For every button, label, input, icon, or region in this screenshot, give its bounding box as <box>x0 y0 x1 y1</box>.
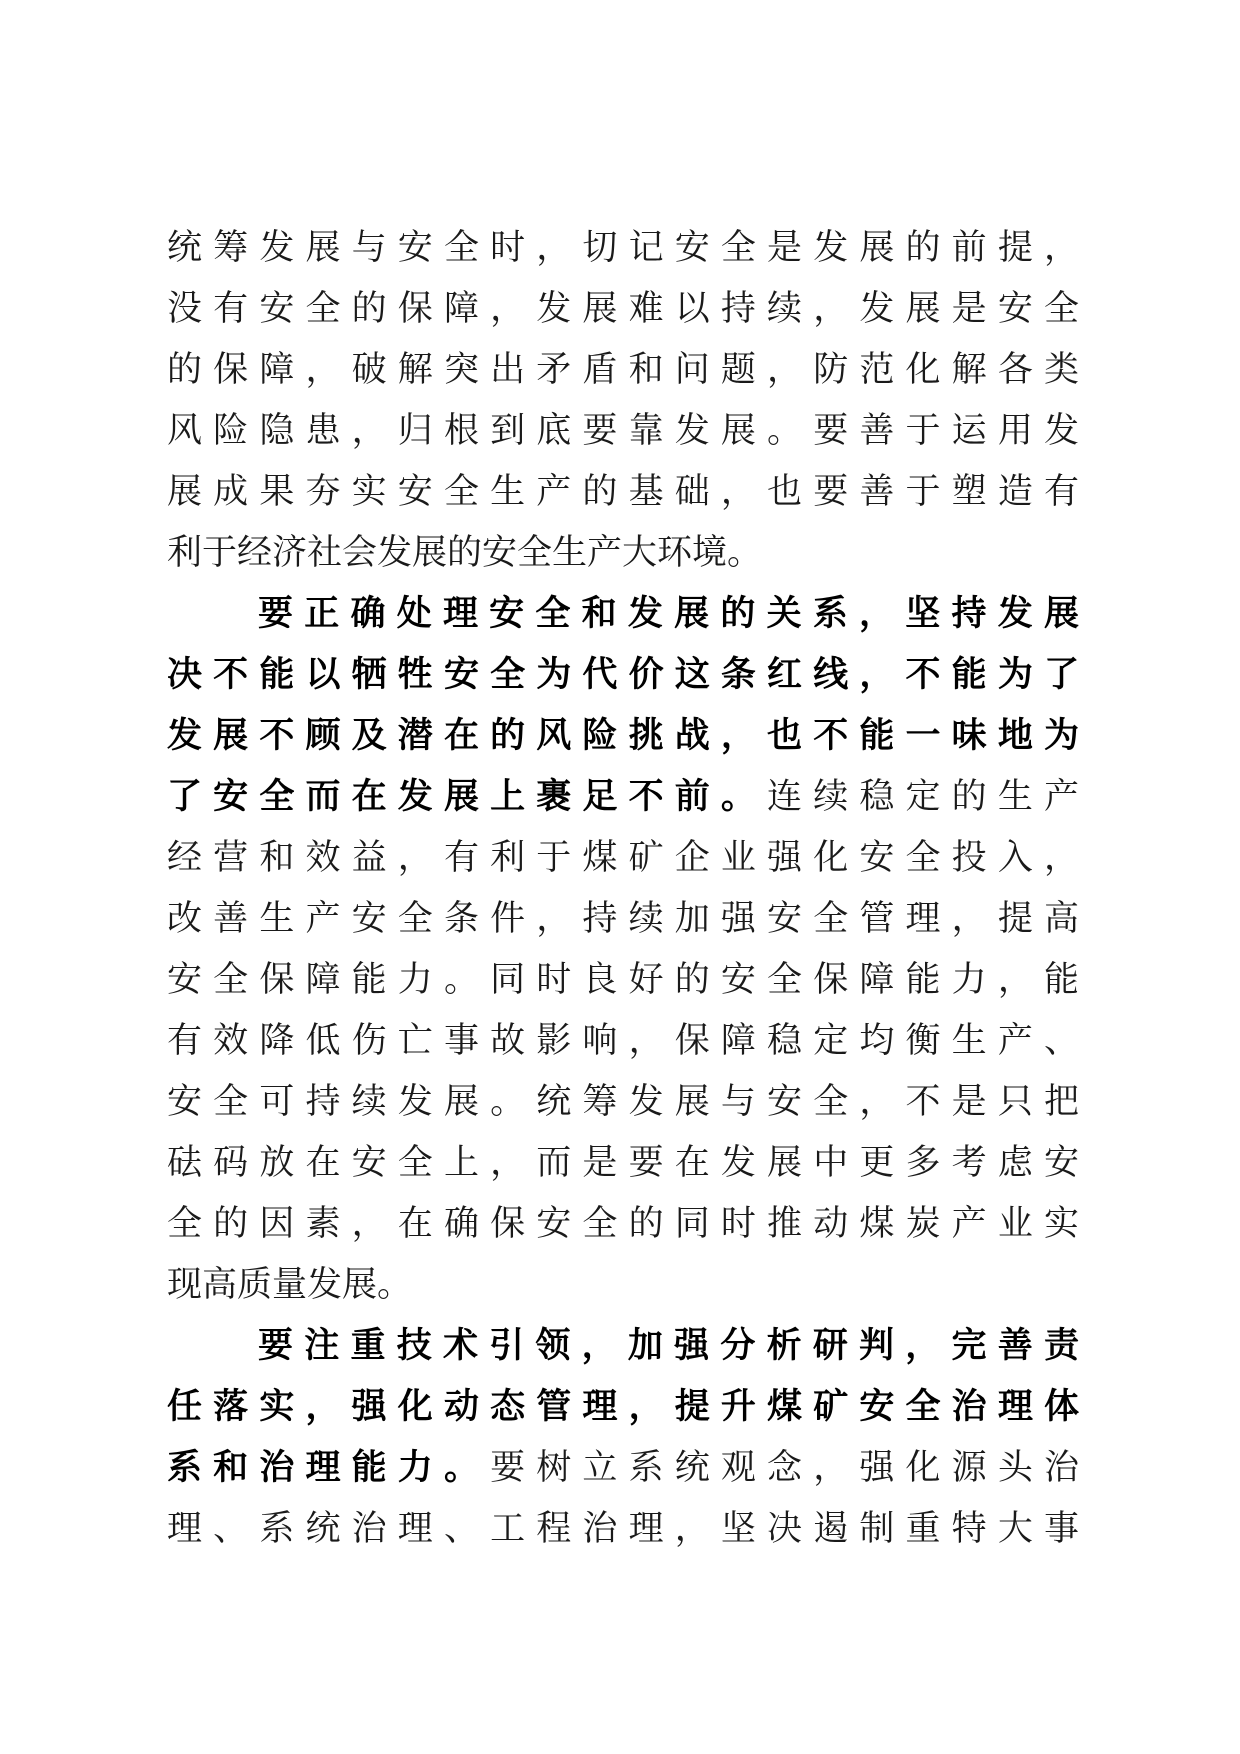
text-line: 利于经济社会发展的安全生产大环境。 <box>167 533 763 573</box>
text-line: 没有安全的保障，发展难以持续，发展是安全 <box>167 289 1079 329</box>
text-line: 风险隐患，归根到底要靠发展。要善于运用发 <box>167 411 1079 451</box>
bold-text-line: 要正确处理安全和发展的关系，坚持发展 <box>258 594 1079 634</box>
text-line: 展成果夯实安全生产的基础，也要善于塑造有 <box>167 472 1079 512</box>
paragraph <box>167 584 1079 1316</box>
text-line: 安全可持续发展。统筹发展与安全，不是只把 <box>167 1082 1079 1122</box>
text-line: 理、系统治理、工程治理，坚决遏制重特大事 <box>167 1509 1079 1549</box>
mixed-text-line <box>167 1438 1079 1499</box>
body-text <box>167 218 1079 1560</box>
text-segment: 要树立系统观念，强化源头治 <box>490 1448 1079 1488</box>
text-line: 统筹发展与安全时，切记安全是发展的前提， <box>167 228 1079 268</box>
text-line: 有效降低伤亡事故影响，保障稳定均衡生产、 <box>167 1021 1079 1061</box>
text-line: 改善生产安全条件，持续加强安全管理，提高 <box>167 899 1079 939</box>
mixed-text-line <box>167 767 1079 828</box>
bold-text-line: 任落实，强化动态管理，提升煤矿安全治理体 <box>167 1387 1079 1427</box>
bold-text-line: 发展不顾及潜在的风险挑战，也不能一味地为 <box>167 716 1079 756</box>
text-line: 安全保障能力。同时良好的安全保障能力，能 <box>167 960 1079 1000</box>
bold-text-line: 决不能以牺牲安全为代价这条红线，不能为了 <box>167 655 1079 695</box>
bold-text-segment: 了安全而在发展上裹足不前。 <box>167 777 768 817</box>
bold-text-segment: 系和治理能力。 <box>167 1448 491 1488</box>
text-line: 经营和效益，有利于煤矿企业强化安全投入， <box>167 838 1079 878</box>
bold-text-line: 要注重技术引领，加强分析研判，完善责 <box>258 1326 1079 1366</box>
paragraph <box>167 1316 1079 1560</box>
text-line: 现高质量发展。 <box>167 1265 413 1305</box>
text-line: 全的因素，在确保安全的同时推动煤炭产业实 <box>167 1204 1079 1244</box>
text-line: 砝码放在安全上，而是要在发展中更多考虑安 <box>167 1143 1079 1183</box>
text-segment: 连续稳定的生产 <box>767 777 1079 817</box>
text-line: 的保障，破解突出矛盾和问题，防范化解各类 <box>167 350 1079 390</box>
paragraph <box>167 218 1079 584</box>
